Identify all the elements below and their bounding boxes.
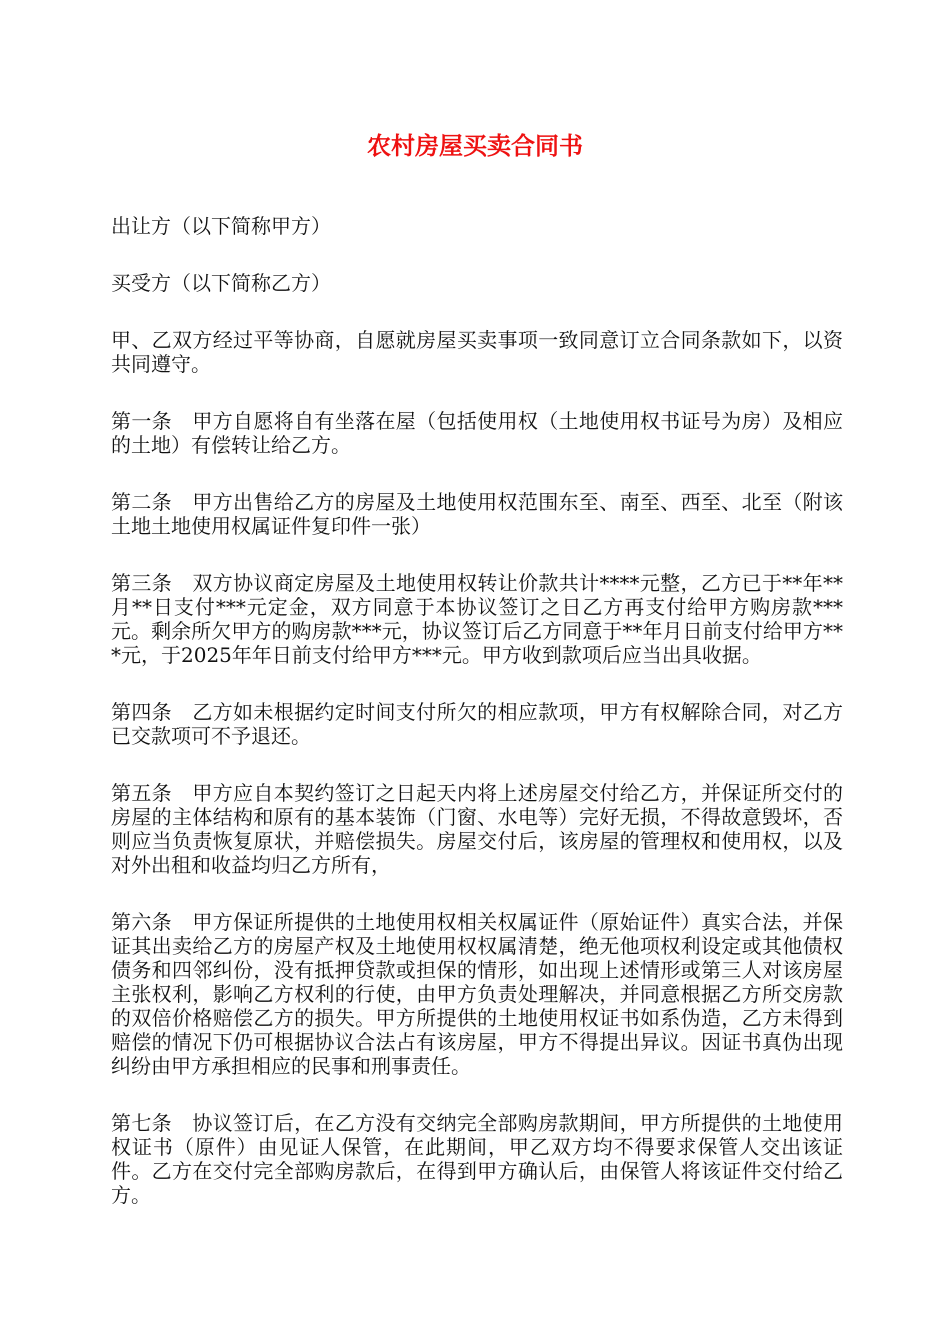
paragraph-article-3: 第三条 双方协议商定房屋及土地使用权转让价款共计****元整，乙方已于**年**月**日支付***元定金，双方同意于本协议签订之日乙方再支付给甲方购房款***元。剩余所欠甲方的购房款***元，协议签订后乙方同意于**年月日前支付给甲方***元，于2025年年日前支付给甲方***元。甲方收到款项后应当出具收据。 [111, 571, 843, 667]
document-title: 农村房屋买卖合同书 [367, 132, 583, 160]
paragraph-article-5: 第五条 甲方应自本契约签订之日起天内将上述房屋交付给乙方，并保证所交付的房屋的主体结构和原有的基本装饰（门窗、水电等）完好无损，不得故意毁坏，否则应当负责恢复原状，并赔偿损失。房屋交付后，该房屋的管理权和使用权，以及对外出租和收益均归乙方所有， [111, 781, 843, 877]
paragraph-seller: 出让方（以下简称甲方） [111, 214, 331, 238]
document-body [111, 214, 843, 1240]
paragraph-article-1: 第一条 甲方自愿将自有坐落在屋（包括使用权（土地使用权书证号为房）及相应的土地）有偿转让给乙方。 [111, 409, 843, 457]
paragraph-preamble: 甲、乙双方经过平等协商，自愿就房屋买卖事项一致同意订立合同条款如下，以资共同遵守。 [111, 328, 843, 376]
paragraph-article-7: 第七条 协议签订后，在乙方没有交纳完全部购房款期间，甲方所提供的土地使用权证书（原件）由见证人保管，在此期间，甲乙双方均不得要求保管人交出该证件。乙方在交付完全部购房款后，在得到甲方确认后，由保管人将该证件交付给乙方。 [111, 1111, 843, 1207]
paragraph-buyer: 买受方（以下简称乙方） [111, 271, 331, 295]
paragraph-article-4: 第四条 乙方如未根据约定时间支付所欠的相应款项，甲方有权解除合同，对乙方已交款项可不予退还。 [111, 700, 843, 748]
paragraph-article-6: 第六条 甲方保证所提供的土地使用权相关权属证件（原始证件）真实合法，并保证其出卖给乙方的房屋产权及土地使用权权属清楚，绝无他项权利设定或其他债权债务和四邻纠份，没有抵押贷款或担保的情形，如出现上述情形或第三人对该房屋主张权利，影响乙方权利的行使，由甲方负责处理解决，并同意根据乙方所交房款的双倍价格赔偿乙方的损失。甲方所提供的土地使用权证书如系伪造，乙方未得到赔偿的情况下仍可根据协议合法占有该房屋，甲方不得提出异议。因证书真伪出现纠纷由甲方承担相应的民事和刑事责任。 [111, 910, 843, 1078]
paragraph-article-2: 第二条 甲方出售给乙方的房屋及土地使用权范围东至、南至、西至、北至（附该土地土地使用权属证件复印件一张） [111, 490, 843, 538]
